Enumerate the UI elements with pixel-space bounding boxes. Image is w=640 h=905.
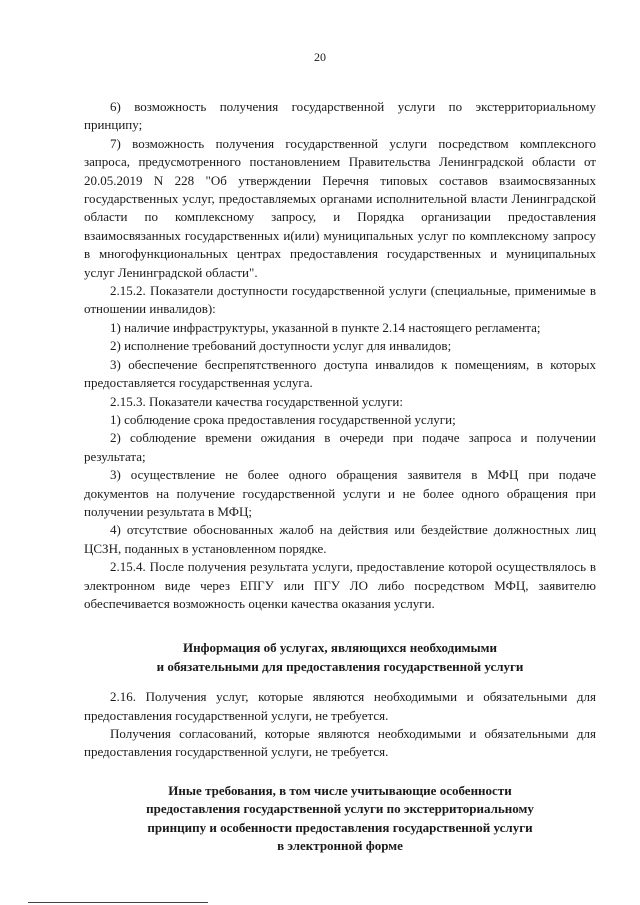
list-item: 2) соблюдение времени ожидания в очереди при подаче запроса и получении результата; [84, 430, 596, 464]
paragraph-2-16: 2.16. Получения услуг, которые являются необходимыми и обязательными для предоставления государственной услуги, не требуется. [84, 689, 596, 723]
heading-line: в электронной форме [277, 838, 403, 854]
paragraph-2-15-2: 2.15.2. Показатели доступности государственной услуги (специальные, применимые в отношении инвалидов): [84, 283, 596, 317]
footnote-divider [28, 902, 208, 903]
list-item: 1) наличие инфраструктуры, указанной в пункте 2.14 настоящего регламента; [110, 319, 541, 335]
list-item: 2) исполнение требований доступности услуг для инвалидов; [110, 338, 452, 354]
paragraph-extraterritorial: 6) возможность получения государственной услуги по экстерриториальному принципу; [84, 99, 596, 133]
paragraph-2-15-4: 2.15.4. После получения результата услуги, предоставление которой осуществлялось в электронном виде через ЕПГУ или ПГУ ЛО либо посредством МФЦ, заявителю обеспечивается возможность оценки качества оказания услуги. [84, 559, 596, 611]
heading-line: и обязательными для предоставления государственной услуги [156, 658, 524, 674]
heading-line: предоставления государственной услуги по экстерриториальному [146, 801, 534, 817]
list-item: 1) соблюдение срока предоставления государственной услуги; [110, 411, 456, 427]
heading-line: принципу и особенности предоставления государственной услуги [147, 819, 533, 835]
paragraph-2-15-3: 2.15.3. Показатели качества государственной услуги: [110, 393, 403, 409]
page-number: 20 [314, 50, 326, 64]
section-heading-required-services [84, 639, 596, 676]
section-heading-other-requirements [84, 782, 596, 856]
list-item: 3) осуществление не более одного обращения заявителя в МФЦ при подаче документов на получение государственной услуги и не более одного обращения при получении результата в МФЦ; [84, 467, 596, 519]
paragraph-complex-request: 7) возможность получения государственной услуги посредством комплексного запроса, предусмотренного постановлением Правительства Ленинградской области от 20.05.2019 N 228 "Об утверждении Перечня типовых составов взаимосвязанных государственных услуг, предоставляемых органами исполнительной власти Ленинградской области по комплексному запросу, и Порядка организации предоставления взаимосвязанных государственных и(или) муниципальных услуг по комплексному запросу в многофункциональных центрах предоставления государственных и муниципальных услуг Ленинградской области". [84, 135, 596, 280]
heading-line: Информация об услугах, являющихся необходимыми [182, 640, 498, 656]
document-body [84, 98, 596, 855]
list-item: 3) обеспечение беспрепятственного доступа инвалидов к помещениям, в которых предоставляется государственная услуга. [84, 356, 596, 391]
heading-line: Иные требования, в том числе учитывающие особенности [168, 782, 512, 798]
list-item: 4) отсутствие обоснованных жалоб на действия или бездействие должностных лиц ЦСЗН, поданных в установленном порядке. [84, 522, 596, 556]
paragraph-approvals: Получения согласований, которые являются необходимыми и обязательными для предоставления государственной услуги, не требуется. [84, 726, 596, 760]
